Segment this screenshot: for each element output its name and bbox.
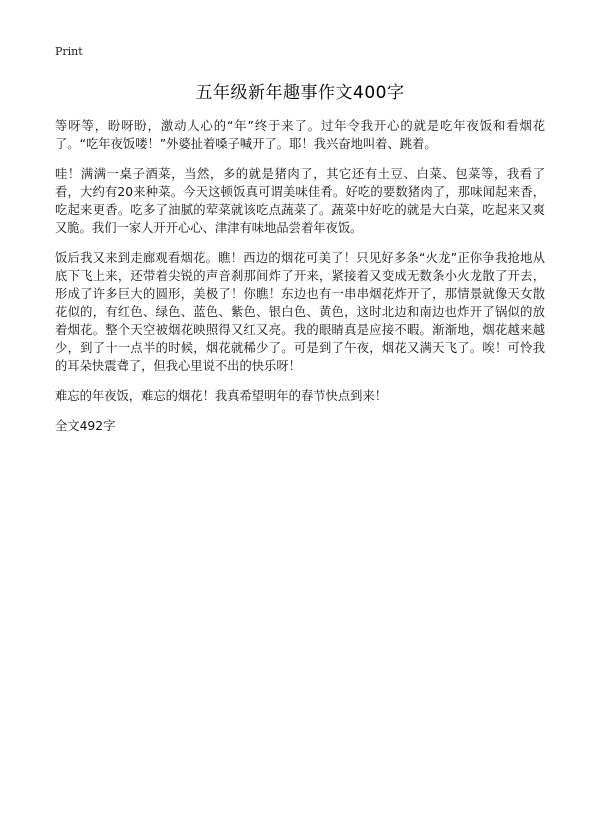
article-paragraph-1: 等呀等，盼呀盼，激动人心的“年”终于来了。过年令我开心的就是吃年夜饭和看烟花了。“吃年夜饭喽！”外婆扯着嗓子喊开了。耶！我兴奋地叫着、跳着。 [55, 119, 545, 151]
article-body [55, 117, 545, 435]
article-paragraph-4: 难忘的年夜饭，难忘的烟花！我真希望明年的春节快点到来！ [55, 389, 388, 403]
article-paragraph-3: 饭后我又来到走廊观看烟花。瞧！西边的烟花可美了！只见好多条“火龙”正你争我抢地从底下飞上来，还带着尖锐的声音刹那间炸了开来，紧接着又变成无数条小火龙散了开去，形成了许多巨大的圆形，美极了！你瞧！东边也有一串串烟花炸开了，那情景就像天女散花似的，有红色、绿色、蓝色、紫色、银白色、黄色，这时北边和南边也炸开了锅似的放着烟花。整个天空被烟花映照得又红又亮。我的眼睛真是应接不暇。渐渐地，烟花越来越少，到了十一点半的时候，烟花就稀少了。可是到了午夜，烟花又满天飞了。唉！可怜我的耳朵快震聋了，但我心里说不出的快乐呀！ [55, 251, 545, 373]
page-title: 五年级新年趣事作文400字 [195, 83, 405, 103]
article-paragraph-2: 哇！满满一桌子酒菜，当然，多的就是猪肉了，其它还有土豆、白菜、包菜等，我看了看，大约有20来种菜。今天这顿饭真可谓美味佳肴。好吃的要数猪肉了，那味闻起来香，吃起来更香。吃多了油腻的荤菜就该吃点蔬菜了。蔬菜中好吃的就是大白菜，吃起来又爽又脆。我们一家人开开心心、津津有味地品尝着年夜饭。 [55, 167, 545, 235]
print-link[interactable]: Print [55, 45, 83, 58]
word-count: 全文492字 [55, 419, 116, 433]
